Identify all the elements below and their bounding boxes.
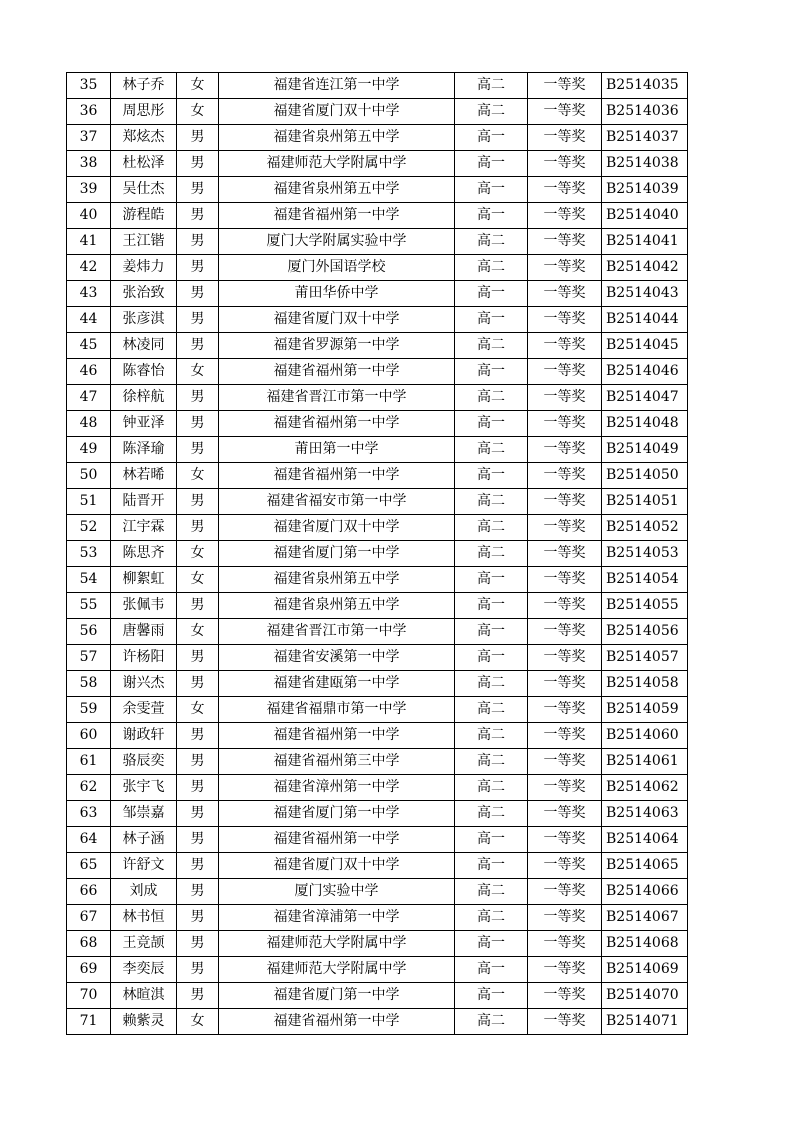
certificate-number-cell: B2514062 (602, 775, 688, 801)
school-cell: 厦门大学附属实验中学 (219, 229, 455, 255)
award-cell: 一等奖 (528, 931, 602, 957)
school-cell: 福建省厦门第一中学 (219, 541, 455, 567)
gender-cell: 女 (177, 567, 219, 593)
certificate-number-cell: B2514042 (602, 255, 688, 281)
grade-cell: 高二 (455, 541, 528, 567)
table-row (67, 411, 688, 437)
certificate-number-cell: B2514050 (602, 463, 688, 489)
name-cell: 赖紫灵 (111, 1009, 177, 1035)
name-cell: 许杨阳 (111, 645, 177, 671)
serial-number-cell: 50 (67, 463, 111, 489)
award-cell: 一等奖 (528, 229, 602, 255)
serial-number-cell: 56 (67, 619, 111, 645)
grade-cell: 高二 (455, 905, 528, 931)
award-cell: 一等奖 (528, 905, 602, 931)
gender-cell: 男 (177, 151, 219, 177)
award-cell: 一等奖 (528, 125, 602, 151)
award-cell: 一等奖 (528, 567, 602, 593)
school-cell: 福建省福州第一中学 (219, 723, 455, 749)
gender-cell: 女 (177, 463, 219, 489)
table-row (67, 983, 688, 1009)
serial-number-cell: 41 (67, 229, 111, 255)
certificate-number-cell: B2514058 (602, 671, 688, 697)
award-cell: 一等奖 (528, 645, 602, 671)
serial-number-cell: 40 (67, 203, 111, 229)
award-cell: 一等奖 (528, 489, 602, 515)
serial-number-cell: 45 (67, 333, 111, 359)
grade-cell: 高二 (455, 801, 528, 827)
gender-cell: 男 (177, 905, 219, 931)
certificate-number-cell: B2514071 (602, 1009, 688, 1035)
table-row (67, 567, 688, 593)
grade-cell: 高二 (455, 229, 528, 255)
certificate-number-cell: B2514041 (602, 229, 688, 255)
gender-cell: 男 (177, 203, 219, 229)
serial-number-cell: 35 (67, 73, 111, 99)
school-cell: 厦门实验中学 (219, 879, 455, 905)
certificate-number-cell: B2514069 (602, 957, 688, 983)
school-cell: 福建省福鼎市第一中学 (219, 697, 455, 723)
award-cell: 一等奖 (528, 697, 602, 723)
grade-cell: 高一 (455, 931, 528, 957)
table-row (67, 489, 688, 515)
gender-cell: 女 (177, 697, 219, 723)
gender-cell: 男 (177, 749, 219, 775)
grade-cell: 高一 (455, 593, 528, 619)
certificate-number-cell: B2514043 (602, 281, 688, 307)
serial-number-cell: 61 (67, 749, 111, 775)
gender-cell: 男 (177, 827, 219, 853)
award-cell: 一等奖 (528, 541, 602, 567)
award-cell: 一等奖 (528, 411, 602, 437)
award-cell: 一等奖 (528, 671, 602, 697)
gender-cell: 男 (177, 775, 219, 801)
table-row (67, 697, 688, 723)
school-cell: 福建省福州第一中学 (219, 359, 455, 385)
certificate-number-cell: B2514057 (602, 645, 688, 671)
table-row (67, 203, 688, 229)
table-row (67, 125, 688, 151)
name-cell: 陈泽瑜 (111, 437, 177, 463)
award-cell: 一等奖 (528, 463, 602, 489)
certificate-number-cell: B2514055 (602, 593, 688, 619)
school-cell: 福建省厦门第一中学 (219, 801, 455, 827)
name-cell: 王竞颉 (111, 931, 177, 957)
gender-cell: 男 (177, 645, 219, 671)
table-row (67, 99, 688, 125)
gender-cell: 男 (177, 281, 219, 307)
name-cell: 吴仕杰 (111, 177, 177, 203)
gender-cell: 男 (177, 671, 219, 697)
serial-number-cell: 37 (67, 125, 111, 151)
serial-number-cell: 36 (67, 99, 111, 125)
grade-cell: 高二 (455, 489, 528, 515)
certificate-number-cell: B2514038 (602, 151, 688, 177)
grade-cell: 高二 (455, 73, 528, 99)
grade-cell: 高一 (455, 645, 528, 671)
serial-number-cell: 43 (67, 281, 111, 307)
serial-number-cell: 64 (67, 827, 111, 853)
name-cell: 徐梓航 (111, 385, 177, 411)
name-cell: 钟亚泽 (111, 411, 177, 437)
name-cell: 张佩韦 (111, 593, 177, 619)
gender-cell: 女 (177, 1009, 219, 1035)
name-cell: 张彦淇 (111, 307, 177, 333)
school-cell: 莆田华侨中学 (219, 281, 455, 307)
name-cell: 陆晋开 (111, 489, 177, 515)
certificate-number-cell: B2514051 (602, 489, 688, 515)
name-cell: 林子乔 (111, 73, 177, 99)
gender-cell: 男 (177, 333, 219, 359)
name-cell: 江宇霖 (111, 515, 177, 541)
gender-cell: 女 (177, 99, 219, 125)
gender-cell: 男 (177, 879, 219, 905)
grade-cell: 高二 (455, 515, 528, 541)
certificate-number-cell: B2514044 (602, 307, 688, 333)
grade-cell: 高二 (455, 1009, 528, 1035)
grade-cell: 高一 (455, 853, 528, 879)
serial-number-cell: 52 (67, 515, 111, 541)
school-cell: 福建省厦门第一中学 (219, 983, 455, 1009)
gender-cell: 男 (177, 983, 219, 1009)
award-cell: 一等奖 (528, 1009, 602, 1035)
school-cell: 福建省泉州第五中学 (219, 567, 455, 593)
grade-cell: 高二 (455, 879, 528, 905)
school-cell: 福建省泉州第五中学 (219, 177, 455, 203)
table-row (67, 801, 688, 827)
school-cell: 福建省泉州第五中学 (219, 125, 455, 151)
certificate-number-cell: B2514039 (602, 177, 688, 203)
table-row (67, 879, 688, 905)
name-cell: 谢政轩 (111, 723, 177, 749)
serial-number-cell: 44 (67, 307, 111, 333)
gender-cell: 男 (177, 515, 219, 541)
school-cell: 福建省泉州第五中学 (219, 593, 455, 619)
name-cell: 郑炫杰 (111, 125, 177, 151)
award-cell: 一等奖 (528, 957, 602, 983)
serial-number-cell: 49 (67, 437, 111, 463)
serial-number-cell: 53 (67, 541, 111, 567)
name-cell: 许舒文 (111, 853, 177, 879)
grade-cell: 高一 (455, 359, 528, 385)
school-cell: 莆田第一中学 (219, 437, 455, 463)
award-cell: 一等奖 (528, 879, 602, 905)
name-cell: 周思彤 (111, 99, 177, 125)
grade-cell: 高一 (455, 983, 528, 1009)
award-cell: 一等奖 (528, 333, 602, 359)
name-cell: 杜松泽 (111, 151, 177, 177)
grade-cell: 高一 (455, 463, 528, 489)
award-table (66, 72, 688, 1035)
table-row (67, 281, 688, 307)
table-row (67, 255, 688, 281)
grade-cell: 高一 (455, 281, 528, 307)
gender-cell: 男 (177, 593, 219, 619)
award-cell: 一等奖 (528, 281, 602, 307)
grade-cell: 高一 (455, 827, 528, 853)
certificate-number-cell: B2514047 (602, 385, 688, 411)
name-cell: 李奕辰 (111, 957, 177, 983)
award-cell: 一等奖 (528, 99, 602, 125)
serial-number-cell: 67 (67, 905, 111, 931)
award-cell: 一等奖 (528, 515, 602, 541)
school-cell: 福建省晋江市第一中学 (219, 619, 455, 645)
gender-cell: 男 (177, 411, 219, 437)
award-cell: 一等奖 (528, 593, 602, 619)
serial-number-cell: 66 (67, 879, 111, 905)
table-row (67, 775, 688, 801)
school-cell: 福建师范大学附属中学 (219, 151, 455, 177)
serial-number-cell: 63 (67, 801, 111, 827)
award-cell: 一等奖 (528, 749, 602, 775)
award-cell: 一等奖 (528, 359, 602, 385)
gender-cell: 女 (177, 73, 219, 99)
school-cell: 福建省建瓯第一中学 (219, 671, 455, 697)
serial-number-cell: 59 (67, 697, 111, 723)
name-cell: 唐馨雨 (111, 619, 177, 645)
gender-cell: 男 (177, 255, 219, 281)
award-cell: 一等奖 (528, 203, 602, 229)
serial-number-cell: 42 (67, 255, 111, 281)
certificate-number-cell: B2514059 (602, 697, 688, 723)
gender-cell: 男 (177, 125, 219, 151)
school-cell: 福建省福州第一中学 (219, 203, 455, 229)
name-cell: 林暄淇 (111, 983, 177, 1009)
certificate-number-cell: B2514054 (602, 567, 688, 593)
award-cell: 一等奖 (528, 853, 602, 879)
school-cell: 福建师范大学附属中学 (219, 957, 455, 983)
school-cell: 福建省福州第一中学 (219, 1009, 455, 1035)
table-row (67, 957, 688, 983)
grade-cell: 高一 (455, 619, 528, 645)
name-cell: 林若晞 (111, 463, 177, 489)
name-cell: 张宇飞 (111, 775, 177, 801)
certificate-number-cell: B2514065 (602, 853, 688, 879)
table-row (67, 73, 688, 99)
table-row (67, 541, 688, 567)
school-cell: 福建省福州第一中学 (219, 827, 455, 853)
grade-cell: 高二 (455, 437, 528, 463)
certificate-number-cell: B2514066 (602, 879, 688, 905)
award-cell: 一等奖 (528, 307, 602, 333)
table-row (67, 359, 688, 385)
serial-number-cell: 68 (67, 931, 111, 957)
gender-cell: 男 (177, 177, 219, 203)
certificate-number-cell: B2514063 (602, 801, 688, 827)
certificate-number-cell: B2514067 (602, 905, 688, 931)
serial-number-cell: 62 (67, 775, 111, 801)
gender-cell: 男 (177, 801, 219, 827)
gender-cell: 女 (177, 541, 219, 567)
table-row (67, 827, 688, 853)
grade-cell: 高二 (455, 671, 528, 697)
grade-cell: 高二 (455, 255, 528, 281)
table-row (67, 671, 688, 697)
award-cell: 一等奖 (528, 151, 602, 177)
grade-cell: 高一 (455, 125, 528, 151)
grade-cell: 高二 (455, 697, 528, 723)
certificate-number-cell: B2514056 (602, 619, 688, 645)
grade-cell: 高一 (455, 307, 528, 333)
certificate-number-cell: B2514045 (602, 333, 688, 359)
grade-cell: 高一 (455, 177, 528, 203)
name-cell: 邹崇嘉 (111, 801, 177, 827)
gender-cell: 男 (177, 385, 219, 411)
school-cell: 福建省福州第三中学 (219, 749, 455, 775)
grade-cell: 高一 (455, 411, 528, 437)
grade-cell: 高二 (455, 385, 528, 411)
certificate-number-cell: B2514035 (602, 73, 688, 99)
certificate-number-cell: B2514061 (602, 749, 688, 775)
gender-cell: 女 (177, 359, 219, 385)
name-cell: 游程皓 (111, 203, 177, 229)
grade-cell: 高一 (455, 151, 528, 177)
table-row (67, 177, 688, 203)
gender-cell: 男 (177, 489, 219, 515)
serial-number-cell: 71 (67, 1009, 111, 1035)
table-row (67, 333, 688, 359)
school-cell: 福建省厦门双十中学 (219, 853, 455, 879)
table-row (67, 437, 688, 463)
name-cell: 柳絮虹 (111, 567, 177, 593)
table-row (67, 515, 688, 541)
table-row (67, 645, 688, 671)
serial-number-cell: 57 (67, 645, 111, 671)
grade-cell: 高一 (455, 203, 528, 229)
school-cell: 福建省厦门双十中学 (219, 99, 455, 125)
name-cell: 林书恒 (111, 905, 177, 931)
serial-number-cell: 39 (67, 177, 111, 203)
serial-number-cell: 54 (67, 567, 111, 593)
school-cell: 福建省漳浦第一中学 (219, 905, 455, 931)
gender-cell: 男 (177, 931, 219, 957)
award-cell: 一等奖 (528, 437, 602, 463)
award-cell: 一等奖 (528, 723, 602, 749)
certificate-number-cell: B2514068 (602, 931, 688, 957)
name-cell: 余雯萱 (111, 697, 177, 723)
certificate-number-cell: B2514053 (602, 541, 688, 567)
certificate-number-cell: B2514049 (602, 437, 688, 463)
name-cell: 陈睿怡 (111, 359, 177, 385)
table-row (67, 229, 688, 255)
award-cell: 一等奖 (528, 775, 602, 801)
table-body (67, 73, 688, 1035)
award-cell: 一等奖 (528, 73, 602, 99)
certificate-number-cell: B2514037 (602, 125, 688, 151)
table-row (67, 307, 688, 333)
grade-cell: 高二 (455, 749, 528, 775)
name-cell: 骆辰奕 (111, 749, 177, 775)
serial-number-cell: 47 (67, 385, 111, 411)
name-cell: 林凌同 (111, 333, 177, 359)
school-cell: 福建省安溪第一中学 (219, 645, 455, 671)
serial-number-cell: 60 (67, 723, 111, 749)
certificate-number-cell: B2514064 (602, 827, 688, 853)
serial-number-cell: 58 (67, 671, 111, 697)
gender-cell: 男 (177, 723, 219, 749)
serial-number-cell: 70 (67, 983, 111, 1009)
serial-number-cell: 46 (67, 359, 111, 385)
name-cell: 刘成 (111, 879, 177, 905)
certificate-number-cell: B2514060 (602, 723, 688, 749)
school-cell: 福建省福州第一中学 (219, 463, 455, 489)
certificate-number-cell: B2514040 (602, 203, 688, 229)
table-row (67, 853, 688, 879)
serial-number-cell: 55 (67, 593, 111, 619)
gender-cell: 男 (177, 307, 219, 333)
serial-number-cell: 38 (67, 151, 111, 177)
table-row (67, 593, 688, 619)
serial-number-cell: 51 (67, 489, 111, 515)
table-row (67, 905, 688, 931)
table-row (67, 749, 688, 775)
certificate-number-cell: B2514036 (602, 99, 688, 125)
name-cell: 王江锴 (111, 229, 177, 255)
gender-cell: 男 (177, 229, 219, 255)
certificate-number-cell: B2514070 (602, 983, 688, 1009)
gender-cell: 男 (177, 437, 219, 463)
school-cell: 福建师范大学附属中学 (219, 931, 455, 957)
gender-cell: 男 (177, 853, 219, 879)
name-cell: 张治致 (111, 281, 177, 307)
table-row (67, 151, 688, 177)
gender-cell: 男 (177, 957, 219, 983)
school-cell: 福建省漳州第一中学 (219, 775, 455, 801)
school-cell: 福建省厦门双十中学 (219, 307, 455, 333)
table-row (67, 1009, 688, 1035)
grade-cell: 高二 (455, 723, 528, 749)
award-cell: 一等奖 (528, 983, 602, 1009)
name-cell: 姜炜力 (111, 255, 177, 281)
award-cell: 一等奖 (528, 385, 602, 411)
table-row (67, 385, 688, 411)
school-cell: 福建省福州第一中学 (219, 411, 455, 437)
grade-cell: 高一 (455, 567, 528, 593)
school-cell: 厦门外国语学校 (219, 255, 455, 281)
name-cell: 陈思齐 (111, 541, 177, 567)
grade-cell: 高二 (455, 775, 528, 801)
table-row (67, 463, 688, 489)
serial-number-cell: 48 (67, 411, 111, 437)
school-cell: 福建省连江第一中学 (219, 73, 455, 99)
table-row (67, 619, 688, 645)
award-cell: 一等奖 (528, 255, 602, 281)
grade-cell: 高二 (455, 99, 528, 125)
certificate-number-cell: B2514048 (602, 411, 688, 437)
award-cell: 一等奖 (528, 177, 602, 203)
name-cell: 谢兴杰 (111, 671, 177, 697)
name-cell: 林子涵 (111, 827, 177, 853)
grade-cell: 高二 (455, 333, 528, 359)
award-cell: 一等奖 (528, 827, 602, 853)
school-cell: 福建省福安市第一中学 (219, 489, 455, 515)
grade-cell: 高一 (455, 957, 528, 983)
award-cell: 一等奖 (528, 801, 602, 827)
school-cell: 福建省罗源第一中学 (219, 333, 455, 359)
certificate-number-cell: B2514052 (602, 515, 688, 541)
table-row (67, 723, 688, 749)
certificate-number-cell: B2514046 (602, 359, 688, 385)
serial-number-cell: 69 (67, 957, 111, 983)
serial-number-cell: 65 (67, 853, 111, 879)
gender-cell: 女 (177, 619, 219, 645)
school-cell: 福建省厦门双十中学 (219, 515, 455, 541)
table-row (67, 931, 688, 957)
school-cell: 福建省晋江市第一中学 (219, 385, 455, 411)
award-cell: 一等奖 (528, 619, 602, 645)
